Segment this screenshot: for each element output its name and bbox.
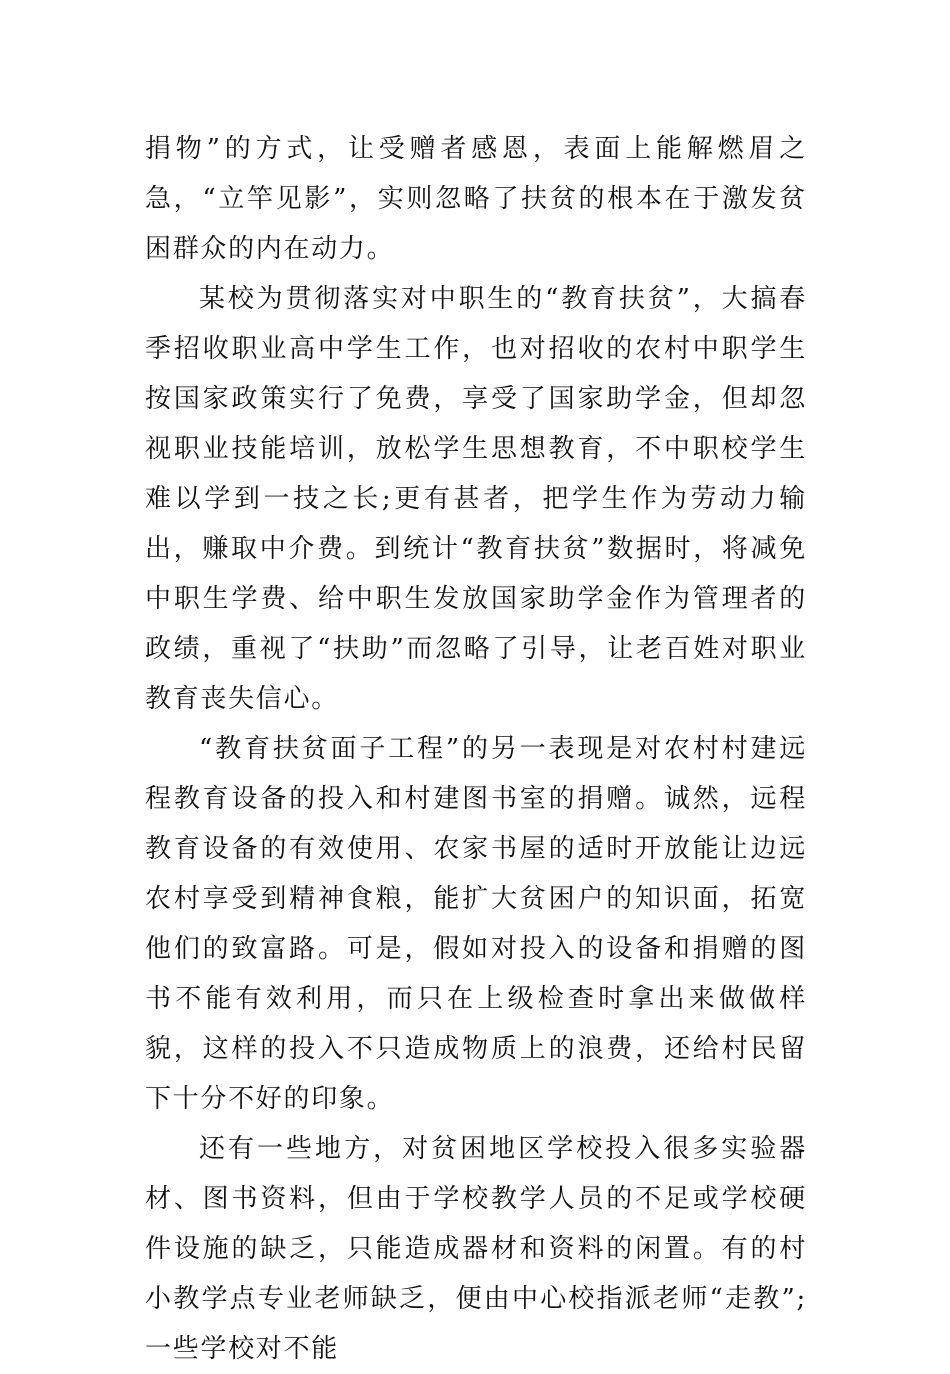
- paragraph-3: “教育扶贫面子工程”的另一表现是对农村村建远程教育设备的投入和村建图书室的捐赠。诚然，远程教育设备的有效使用、农家书屋的适时开放能让边远农村享受到精神食粮，能扩大贫困户的知识面，拓宽他们的致富路。可是，假如对投入的设备和捐赠的图书不能有效利用，而只在上级检查时拿出来做做样貌，这样的投入不只造成物质上的浪费，还给村民留下十分不好的印象。: [145, 734, 807, 1114]
- paragraph-1: 捐物”的方式，让受赠者感恩，表面上能解燃眉之急，“立竿见影”，实则忽略了扶贫的根本在于激发贫困群众的内在动力。: [145, 134, 807, 264]
- paragraph-4: 还有一些地方，对贫困地区学校投入很多实验器材、图书资料，但由于学校教学人员的不足或学校硬件设施的缺乏，只能造成器材和资料的闲置。有的村小教学点专业老师缺乏，便由中心校指派老师“走教”;一些学校对不能: [145, 1134, 807, 1364]
- document-body: [145, 124, 807, 1374]
- paragraph-2: 某校为贯彻落实对中职生的“教育扶贫”，大搞春季招收职业高中学生工作，也对招收的农村中职学生按国家政策实行了免费，享受了国家助学金，但却忽视职业技能培训，放松学生思想教育，不中职校学生难以学到一技之长;更有甚者，把学生作为劳动力输出，赚取中介费。到统计“教育扶贫”数据时，将减免中职生学费、给中职生发放国家助学金作为管理者的政绩，重视了“扶助”而忽略了引导，让老百姓对职业教育丧失信心。: [145, 284, 807, 714]
